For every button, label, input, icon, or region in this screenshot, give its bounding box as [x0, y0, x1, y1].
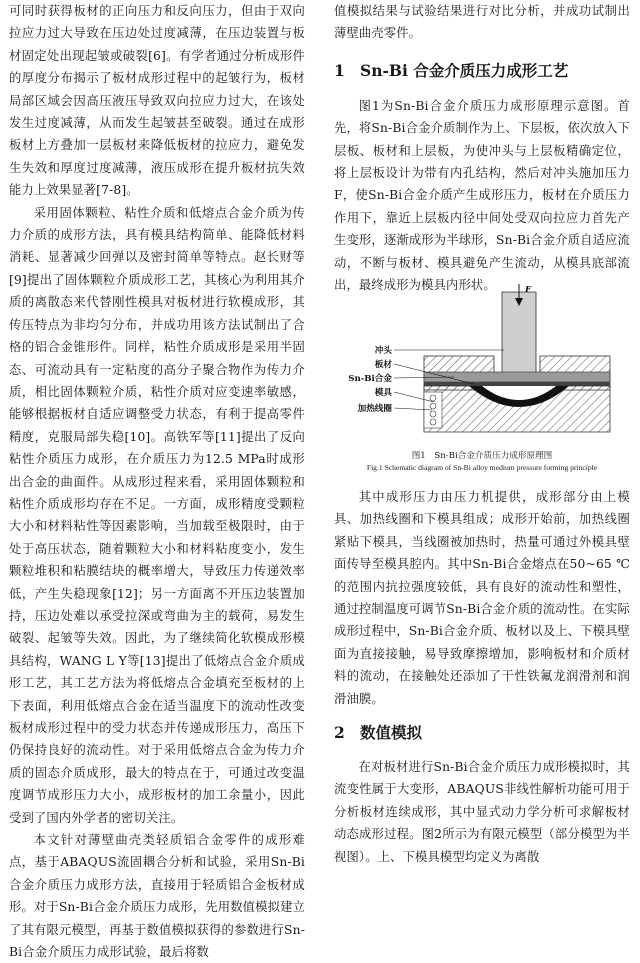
- right-column: [334, 0, 630, 296]
- label-die: 模具: [374, 388, 392, 398]
- label-sheet: 板材: [374, 360, 392, 370]
- paragraph-forming-pressure: 其中成形压力由压力机提供，成形部分由上模具、加热线圈和下模具组成；成形开始前，加热线圈紧贴下模具，当线圈被加热时，热量可通过外模具壁面传导至模具腔内。其中Sn-Bi合金熔点在50~65 ℃的范围内抗拉强度较低，具有良好的流动性和塑性，通过控制温度可调节Sn-Bi合金介质的流动性。在实际成形过程中，Sn-Bi合金介质、板材以及上、下模具壁面为直接接触，易导致摩擦增加，影响板材和介质材料的流动，在接触处还添加了干性铁氟龙润滑剂和润滑油膜。: [334, 490, 630, 706]
- paragraph-continuation-right: 值模拟结果与试验结果进行对比分析，并成功试制出薄壁曲壳零件。: [334, 4, 630, 41]
- section-title: 数值模拟: [360, 723, 423, 743]
- left-column: [9, 0, 305, 963]
- sheet: [424, 382, 610, 386]
- section-number: 1: [334, 60, 345, 80]
- paragraph-this-paper: 本文针对薄壁曲壳类轻质铝合金零件的成形难点，基于ABAQUS流固耦合分析和试验，采用Sn-Bi合金介质压力成形方法，直接用于轻质铝合金板材成形。对于Sn-Bi合金介质压力成形，先用数值模拟建立了其有限元模型，再基于数值模拟获得的参数进行Sn-Bi合金介质压力成形试验，最后将数: [9, 833, 305, 960]
- figure-1-caption-en: Fig.1 Schematic diagram of Sn-Bi alloy medium pressure forming principle: [366, 463, 598, 472]
- label-punch: 冲头: [374, 346, 392, 356]
- paragraph-principle: 图1为Sn-Bi合金介质压力成形原理示意图。首先，将Sn-Bi合金介质制作为上、下层板，依次放入下层板、板材和上层板，为使冲头与上层板精确定位，将上层板设计为带有内孔结构，然后对冲头施加压力F，使Sn-Bi合金介质产生成形压力，板材在介质压力作用下，靠近上层板内径中间处受双向拉应力首先产生变形，逐渐成形为半球形，Sn-Bi合金介质自适应流动，不断与板材、模具避免产生流动，从模具底部流出，最终成形为模具内形状。: [334, 98, 630, 293]
- section-title: Sn-Bi 合金介质压力成形工艺: [360, 60, 569, 80]
- paragraph-numerical-simulation: 在对板材进行Sn-Bi合金介质压力成形模拟时，其流变性属于大变形，ABAQUS非线性解析功能可用于分析板材连续成形，其中显式动力学分析可求解板材动态成形过程。图2所示为有限元模型（部分模型为半视图）。上、下模具模型均定义为离散: [334, 760, 630, 864]
- force-label: F: [525, 285, 532, 295]
- forming-principle-diagram: [334, 280, 630, 445]
- figure-1: [334, 280, 630, 445]
- label-heating-coil: 加热线圈: [357, 404, 392, 414]
- figure-1-caption-cn: 图1 Sn-Bi合金介质压力成形原理图: [411, 451, 553, 461]
- paragraph-soft-medium-forming: 采用固体颗粒、粘性介质和低熔点合金介质为传力介质的成形方法，具有模具结构简单、能降低材料消耗、显著减少回弹以及密封简单等特点。赵长财等[9]提出了固体颗粒介质成形工艺，其核心为利用其介质的离散态来代替刚性模具对板材进行软模成形，其传压特点为非均匀分布，并成功用该方法试制出了合格的铝合金锥形件。同样，粘性介质成形是采用半固态、可流动具有一定粘度的高分子聚合物作为传力介质，相比固体颗粒介质，粘性介质对应变速率敏感，能够根据板材自适应调整受力状态，有利于提高零件精度，克服局部失稳[10]。高铁军等[11]提出了反向粘性介质压力成形，在介质压力为12.5 MPa时成形出合金的曲面件。从成形过程来看，采用固体颗粒和粘性介质成形均存在不足。一方面，成形精度受颗粒大小和材料粘性等因素影响，当加载至极限时，由于处于高压状态，随着颗粒大小和材料粘度变小，发生颗粒堆积和粘膜结块的概率增大，导致压力传递效率低，产生失稳现象[12]；另一方面离不开压边装置加持，压边处难以承受拉深或弯曲为主的载荷，易发生破裂、起皱等失效。因此，为了继续简化软模成形模具结构，WANG L Y等[13]提出了低熔点合金介质成形工艺，其工艺方法为将低熔点合金填充至板材的上下表面，利用低熔点合金在适当温度下的流动性改变板材成形过程中的受力状态并传递成形压力，高压下仍保持良好的流动性。对于采用低熔点合金为传力介质的固态介质成形，最大的特点在于，可通过改变温度调节成形压力大小，成形板材的加工余量小，因此受到了国内外学者的密切关注。: [9, 205, 305, 825]
- label-snbi: Sn-Bi合金: [348, 374, 392, 384]
- paragraph-continuation: 可同时获得板材的正向压力和反向压力，但由于双向拉应力过大导致在压边处过度减薄，在压边装置与板材固定处出现起皱或破裂[6]。有学者通过分析成形件的厚度分布揭示了板材成形过程中的起皱行为，板材局部区域会因高压液压导致双向拉应力过大，在该处发生过度减薄，从而发生起皱甚至破裂。通过在成形板材上方叠加一层板材来降低板材的拉应力，避免发生失效和厚度过度减薄，液压成形在提升板材抗失效能力上效果显著[7-8]。: [9, 4, 305, 198]
- section-1-heading: [334, 60, 630, 82]
- section-number: 2: [334, 723, 345, 743]
- right-column-lower: [334, 486, 630, 868]
- section-2-heading: [334, 722, 630, 744]
